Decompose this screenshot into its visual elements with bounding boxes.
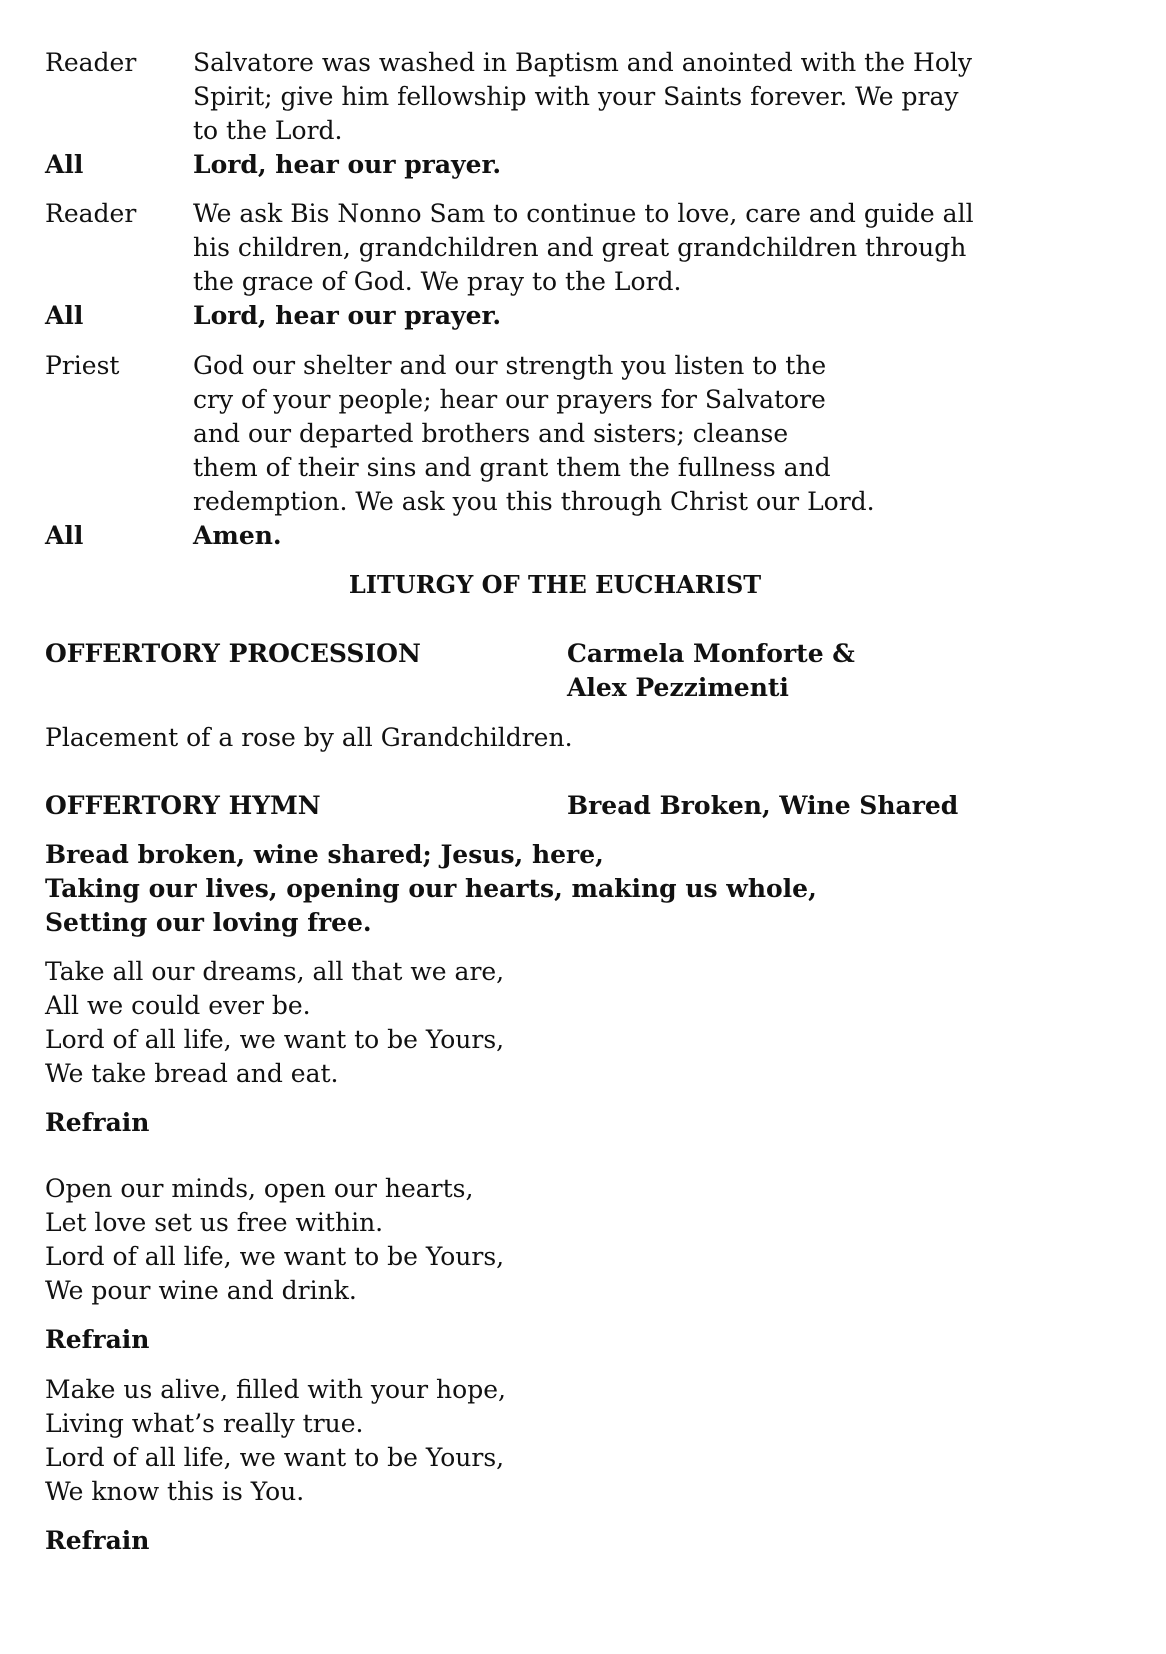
speaker-label: All: [45, 150, 84, 179]
prayer-line: God our shelter and our strength you listen to the: [193, 351, 827, 380]
hymn-verse: [45, 1172, 504, 1308]
hymn-verse: [45, 1373, 506, 1509]
refrain-label: Refrain: [45, 1526, 150, 1555]
response-text: Amen.: [193, 521, 282, 550]
prayer-text: [193, 349, 875, 519]
prayer-line: We ask Bis Nonno Sam to continue to love, care and guide all: [193, 199, 974, 228]
prayer-line: and our departed brothers and sisters; cleanse: [193, 419, 789, 448]
prayer-line: to the Lord.: [193, 116, 343, 145]
refrain-label: Refrain: [45, 1108, 150, 1137]
procession-note: Placement of a rose by all Grandchildren.: [45, 723, 573, 752]
speaker-label: All: [45, 521, 84, 550]
prayer-line: cry of your people; hear our prayers for Salvatore: [193, 385, 826, 414]
hymn-title: Bread Broken, Wine Shared: [567, 791, 959, 820]
verse-line: Lord of all life, we want to be Yours,: [45, 1242, 505, 1271]
procession-names: [567, 637, 855, 705]
section-heading: LITURGY OF THE EUCHARIST: [348, 570, 762, 599]
verse-line: Let love set us free within.: [45, 1208, 384, 1237]
verse-line: Make us alive, filled with your hope,: [45, 1375, 506, 1404]
name-line: Carmela Monforte &: [567, 639, 855, 668]
speaker-label: Priest: [45, 351, 120, 380]
prayer-line: his children, grandchildren and great grandchildren through: [193, 233, 967, 262]
refrain-line: Taking our lives, opening our hearts, making us whole,: [45, 874, 817, 903]
verse-line: Take all our dreams, all that we are,: [45, 957, 505, 986]
verse-line: We pour wine and drink.: [45, 1276, 357, 1305]
procession-label: OFFERTORY PROCESSION: [45, 639, 421, 668]
verse-line: Open our minds, open our hearts,: [45, 1174, 474, 1203]
speaker-label: Reader: [45, 199, 137, 228]
verse-line: We know this is You.: [45, 1477, 305, 1506]
prayer-line: the grace of God. We pray to the Lord.: [193, 267, 682, 296]
prayer-line: redemption. We ask you this through Christ our Lord.: [193, 487, 875, 516]
prayer-line: Salvatore was washed in Baptism and anointed with the Holy: [193, 48, 973, 77]
refrain-label: Refrain: [45, 1325, 150, 1354]
hymn-refrain: [45, 838, 817, 940]
hymn-verse: [45, 955, 504, 1091]
verse-line: Lord of all life, we want to be Yours,: [45, 1025, 505, 1054]
prayer-line: them of their sins and grant them the fullness and: [193, 453, 831, 482]
verse-line: All we could ever be.: [45, 991, 311, 1020]
response-text: Lord, hear our prayer.: [193, 150, 502, 179]
speaker-label: All: [45, 301, 84, 330]
response-text: Lord, hear our prayer.: [193, 301, 502, 330]
refrain-line: Setting our loving free.: [45, 908, 372, 937]
verse-line: Living what’s really true.: [45, 1409, 364, 1438]
verse-line: Lord of all life, we want to be Yours,: [45, 1443, 505, 1472]
prayer-text: [193, 197, 974, 299]
hymn-label: OFFERTORY HYMN: [45, 791, 321, 820]
prayer-line: Spirit; give him fellowship with your Saints forever. We pray: [193, 82, 959, 111]
prayer-text: [193, 46, 972, 148]
refrain-line: Bread broken, wine shared; Jesus, here,: [45, 840, 604, 869]
name-line: Alex Pezzimenti: [567, 673, 789, 702]
verse-line: We take bread and eat.: [45, 1059, 339, 1088]
speaker-label: Reader: [45, 48, 137, 77]
